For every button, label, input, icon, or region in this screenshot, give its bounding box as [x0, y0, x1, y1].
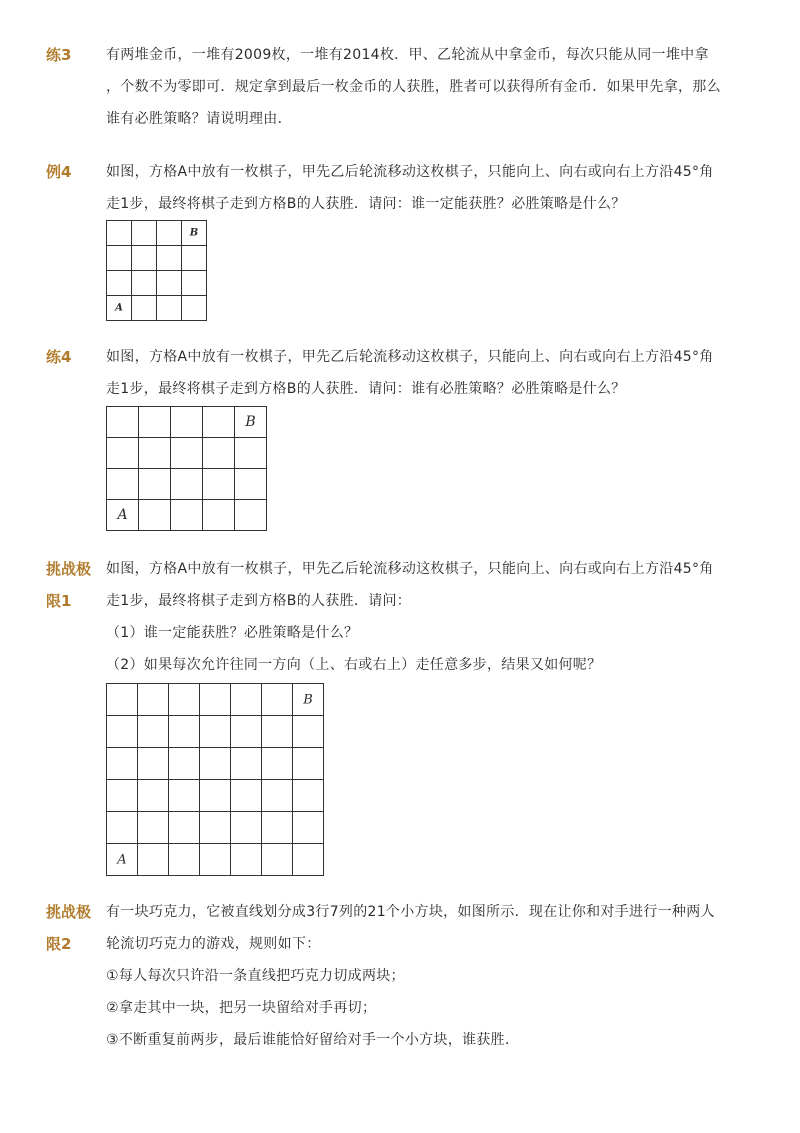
end-cell-label: B	[189, 227, 199, 239]
text-line: 如图，方格A中放有一枚棋子，甲先乙后轮流移动这枚棋子，只能向上、向右或向右上方沿45°角	[106, 164, 714, 180]
section-text	[106, 553, 736, 681]
text-line: （2）如果每次允许往同一方向（上、右或右上）走任意多步，结果又如何呢？	[106, 657, 602, 673]
section-label: 练3	[46, 46, 72, 64]
section-label: 练4	[46, 348, 72, 366]
text-line: ③不断重复前两步，最后谁能恰好留给对手一个小方块，谁获胜．	[106, 1032, 520, 1048]
text-line: 有两堆金币，一堆有2009枚，一堆有2014枚．甲、乙轮流从中拿金币，每次只能从同一堆中拿	[106, 47, 709, 63]
board-grid	[106, 406, 267, 531]
text-line: 轮流切巧克力的游戏，规则如下：	[106, 936, 321, 952]
text-line: 如图，方格A中放有一枚棋子，甲先乙后轮流移动这枚棋子，只能向上、向右或向右上方沿45°角	[106, 561, 714, 577]
text-line: （1）谁一定能获胜？必胜策略是什么？	[106, 625, 359, 641]
end-cell-label: B	[303, 692, 313, 707]
board-grid	[106, 683, 324, 876]
start-cell-label: A	[117, 507, 128, 523]
text-line: ②拿走其中一块，把另一块留给对手再切；	[106, 1000, 377, 1016]
label-line: 挑战极	[46, 903, 92, 921]
section-label	[46, 553, 98, 617]
text-line: 走1步，最终将棋子走到方格B的人获胜．请问：谁一定能获胜？必胜策略是什么？	[106, 196, 626, 212]
label-line: 限1	[46, 592, 72, 610]
section-text	[106, 341, 736, 405]
section-text	[106, 39, 736, 135]
label-line: 挑战极	[46, 560, 92, 578]
label-line: 限2	[46, 935, 72, 953]
text-line: 如图，方格A中放有一枚棋子，甲先乙后轮流移动这枚棋子，只能向上、向右或向右上方沿45°角	[106, 349, 714, 365]
text-line: 谁有必胜策略？请说明理由．	[106, 111, 292, 127]
start-cell-label: A	[115, 302, 123, 314]
text-line: 走1步，最终将棋子走到方格B的人获胜．请问：	[106, 593, 412, 609]
section-label: 例4	[46, 163, 72, 181]
section-text	[106, 156, 736, 220]
start-cell-label: A	[117, 852, 127, 867]
section-text	[106, 896, 736, 1056]
text-line: ①每人每次只许沿一条直线把巧克力切成两块；	[106, 968, 405, 984]
end-cell-label: B	[245, 414, 256, 430]
board-grid	[106, 220, 207, 321]
text-line: ，个数不为零即可．规定拿到最后一枚金币的人获胜，胜者可以获得所有金币．如果甲先拿，那么	[106, 79, 721, 95]
text-line: 有一块巧克力，它被直线划分成3行7列的21个小方块，如图所示．现在让你和对手进行一种两人	[106, 904, 715, 920]
text-line: 走1步，最终将棋子走到方格B的人获胜．请问：谁有必胜策略？必胜策略是什么？	[106, 381, 626, 397]
section-label	[46, 896, 98, 960]
